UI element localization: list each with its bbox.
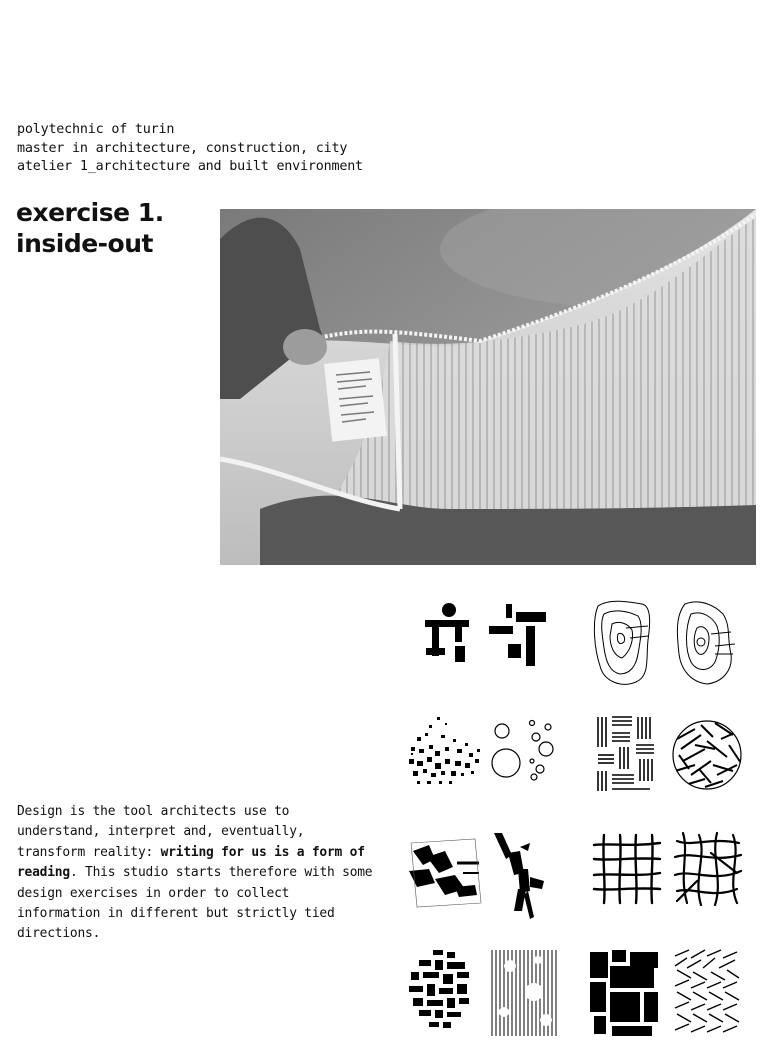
- fragments-icon: [405, 829, 487, 923]
- intro-text-part-1: Design is the tool architects use to understand, interpret and, eventually, transform reality:: [17, 804, 305, 860]
- topographic-map-icon: [590, 596, 672, 690]
- title-line-2: inside-out: [16, 229, 153, 258]
- figure-block-icon: [405, 596, 487, 690]
- atelier-name: atelier 1_architecture and built environment: [17, 159, 363, 174]
- block-mosaic-icon: [590, 946, 672, 1040]
- circles-icon: [488, 709, 570, 803]
- branching-shape-icon: [488, 829, 570, 923]
- header-block: [17, 121, 363, 177]
- photo-underwear-label: [220, 209, 756, 565]
- institution-name: polytechnic of turin: [17, 122, 175, 137]
- scatter-dots-icon: [405, 709, 487, 803]
- intro-text-emphasis: writing for us is a form of reading: [17, 844, 365, 881]
- intro-text-part-2: . This studio starts therefore with some design exercises in order to collect information in different but strictly tied directions.: [17, 865, 373, 942]
- block-circle-icon: [405, 946, 487, 1040]
- program-name: master in architecture, construction, city: [17, 140, 348, 156]
- tangled-lines-icon: [671, 829, 753, 923]
- main-photo: [220, 209, 756, 565]
- bar-composition-icon: [488, 596, 570, 690]
- intro-paragraph: [17, 802, 379, 945]
- hatched-circle-icon: [671, 709, 753, 803]
- page-title: [16, 197, 164, 259]
- topographic-map-icon: [671, 596, 753, 690]
- grid-lines-icon: [590, 829, 672, 923]
- exercise-thumbnails-grid: [400, 594, 768, 1024]
- line-pattern-icon: [590, 709, 672, 803]
- dense-hatch-icon: [671, 946, 753, 1040]
- title-line-1: exercise 1.: [16, 198, 164, 227]
- vertical-lines-icon: [488, 946, 570, 1040]
